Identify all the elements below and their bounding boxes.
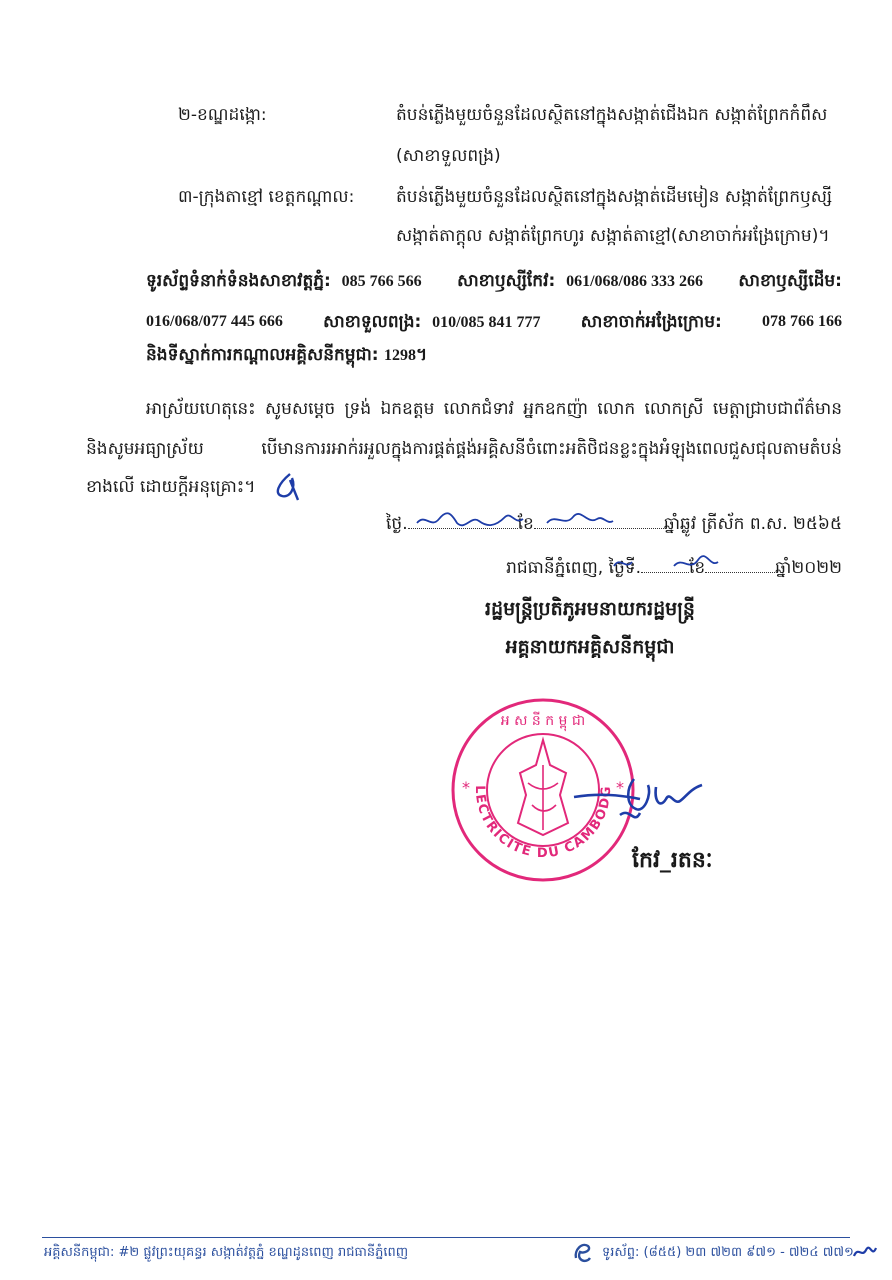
phone-wat-phnom: 085 766 566	[341, 273, 422, 290]
branch-area-line: (សាខាទួលពង្រ)	[396, 146, 501, 166]
seal-text: ELECTRICITE DU CAMBODGE	[442, 684, 615, 861]
phone-toul: 010/085 841 777	[432, 314, 541, 331]
solar-suffix: ឆ្នាំ២០២២	[775, 558, 842, 578]
handwritten-initial-icon	[852, 1242, 882, 1262]
branch-area-line: តំបន់ភ្លើងមួយចំនួនដែលស្ថិតនៅក្នុងសង្កាត់ជើងឯក សង្កាត់ព្រែកកំពឹស	[396, 105, 828, 125]
phone-ruessei-keo: 061/068/086 333 266	[566, 273, 703, 290]
signatory-title-2: អគ្គនាយកអគ្គិសនីកម្ពុជា	[505, 636, 675, 658]
solar-mid: ខែ	[688, 558, 706, 578]
toul-label: សាខាទួលពង្រ:	[323, 312, 422, 332]
footer-phone: ទូរស័ព្ទ: (៨៥៥) ២៣ ៧២៣ ៩៧១ - ៧២៤ ៧៧១	[602, 1245, 854, 1260]
handwritten-solar-ink-icon	[610, 548, 730, 578]
svg-text:*: *	[616, 778, 624, 797]
contacts-intro: ទូរស័ព្ទទំនាក់ទំនងសាខាវត្តភ្នំ:	[146, 271, 331, 291]
contacts-row-1	[146, 270, 842, 293]
branch-area-line: សង្កាត់តាក្ដុល សង្កាត់ព្រែកហូរ សង្កាត់តាខ្មៅ(សាខាចាក់អង្រែក្រោម)។	[396, 226, 830, 246]
closing-line-3	[86, 476, 255, 498]
company-logo-icon	[572, 1240, 594, 1264]
seal-top-text: អ ស នី ក ម្ពុ ជា	[500, 713, 586, 729]
phone-center: 1298	[384, 347, 416, 364]
closing-line-3-text: ខាងលើ ដោយក្តីអនុគ្រោះ។	[86, 477, 256, 497]
branch-label: ២-ខណ្ឌដង្កោ:	[178, 105, 267, 125]
lunar-suffix: ឆ្នាំឆ្លូវ ត្រីស័ក ព.ស. ២៥៦៥	[663, 514, 842, 534]
svg-text:*: *	[462, 778, 470, 797]
signatory-title-1: រដ្ឋមន្ត្រីប្រតិភូអមនាយករដ្ឋមន្ត្រី	[485, 598, 695, 620]
center-label: និងទីស្នាក់ការកណ្តាលអគ្គិសនីកម្ពុជា:	[146, 345, 379, 365]
contacts-row-3	[146, 344, 427, 367]
footer-address: អគ្គិសនីកម្ពុជា: #២ ផ្លូវព្រះយុគន្ធរ សង្កាត់វត្តភ្នំ ខណ្ឌដូនពេញ រាជធានីភ្នំពេញ	[44, 1245, 409, 1260]
contacts-row-2	[146, 311, 842, 334]
daeum-label: សាខាឫស្សីដើម:	[738, 271, 842, 291]
signature-icon	[570, 765, 710, 835]
center-end: ។	[416, 345, 428, 365]
ruessei-keo-label: សាខាឫស្សីកែវ:	[457, 271, 556, 291]
closing-line-2: និងសូមអធ្យាស្រ័យ បើមានការរអាក់រអួលក្នុងការផ្គត់ផ្គង់អគ្គិសនីចំពោះអតិថិជនខ្លះក្នុងអំឡុងពេលជួសជុលតាមតំបន់	[86, 439, 842, 459]
closing-line-1: អាស្រ័យហេតុនេះ សូមសម្តេច ទ្រង់ ឯកឧត្តម លោកជំទាវ អ្នកឧកញ៉ា លោក លោកស្រី មេត្តាជ្រាបជាព័ត៌មាន	[146, 399, 842, 419]
phone-chak: 078 766 166	[762, 313, 842, 330]
lunar-mid: ខែ	[517, 514, 534, 534]
chak-label: សាខាចាក់អង្រែក្រោម:	[580, 312, 722, 332]
signatory-name: កែវ_រតនៈ	[632, 848, 713, 873]
lunar-prefix: ថ្ងៃ.	[386, 514, 408, 534]
handwritten-date-ink-icon	[415, 505, 645, 535]
branch-area-line: តំបន់ភ្លើងមួយចំនួនដែលស្ថិតនៅក្នុងសង្កាត់ដើមមៀន សង្កាត់ព្រែកឫស្សី	[396, 187, 833, 207]
branch-label: ៣-ក្រុងតាខ្មៅ ខេត្តកណ្ដាល:	[178, 187, 355, 207]
footer-divider	[42, 1237, 850, 1238]
solar-prefix: រាជធានីភ្នំពេញ, ថ្ងៃទី.	[506, 558, 641, 578]
handwritten-mark-icon	[268, 470, 308, 504]
phone-daeum: 016/068/077 445 666	[146, 313, 283, 330]
